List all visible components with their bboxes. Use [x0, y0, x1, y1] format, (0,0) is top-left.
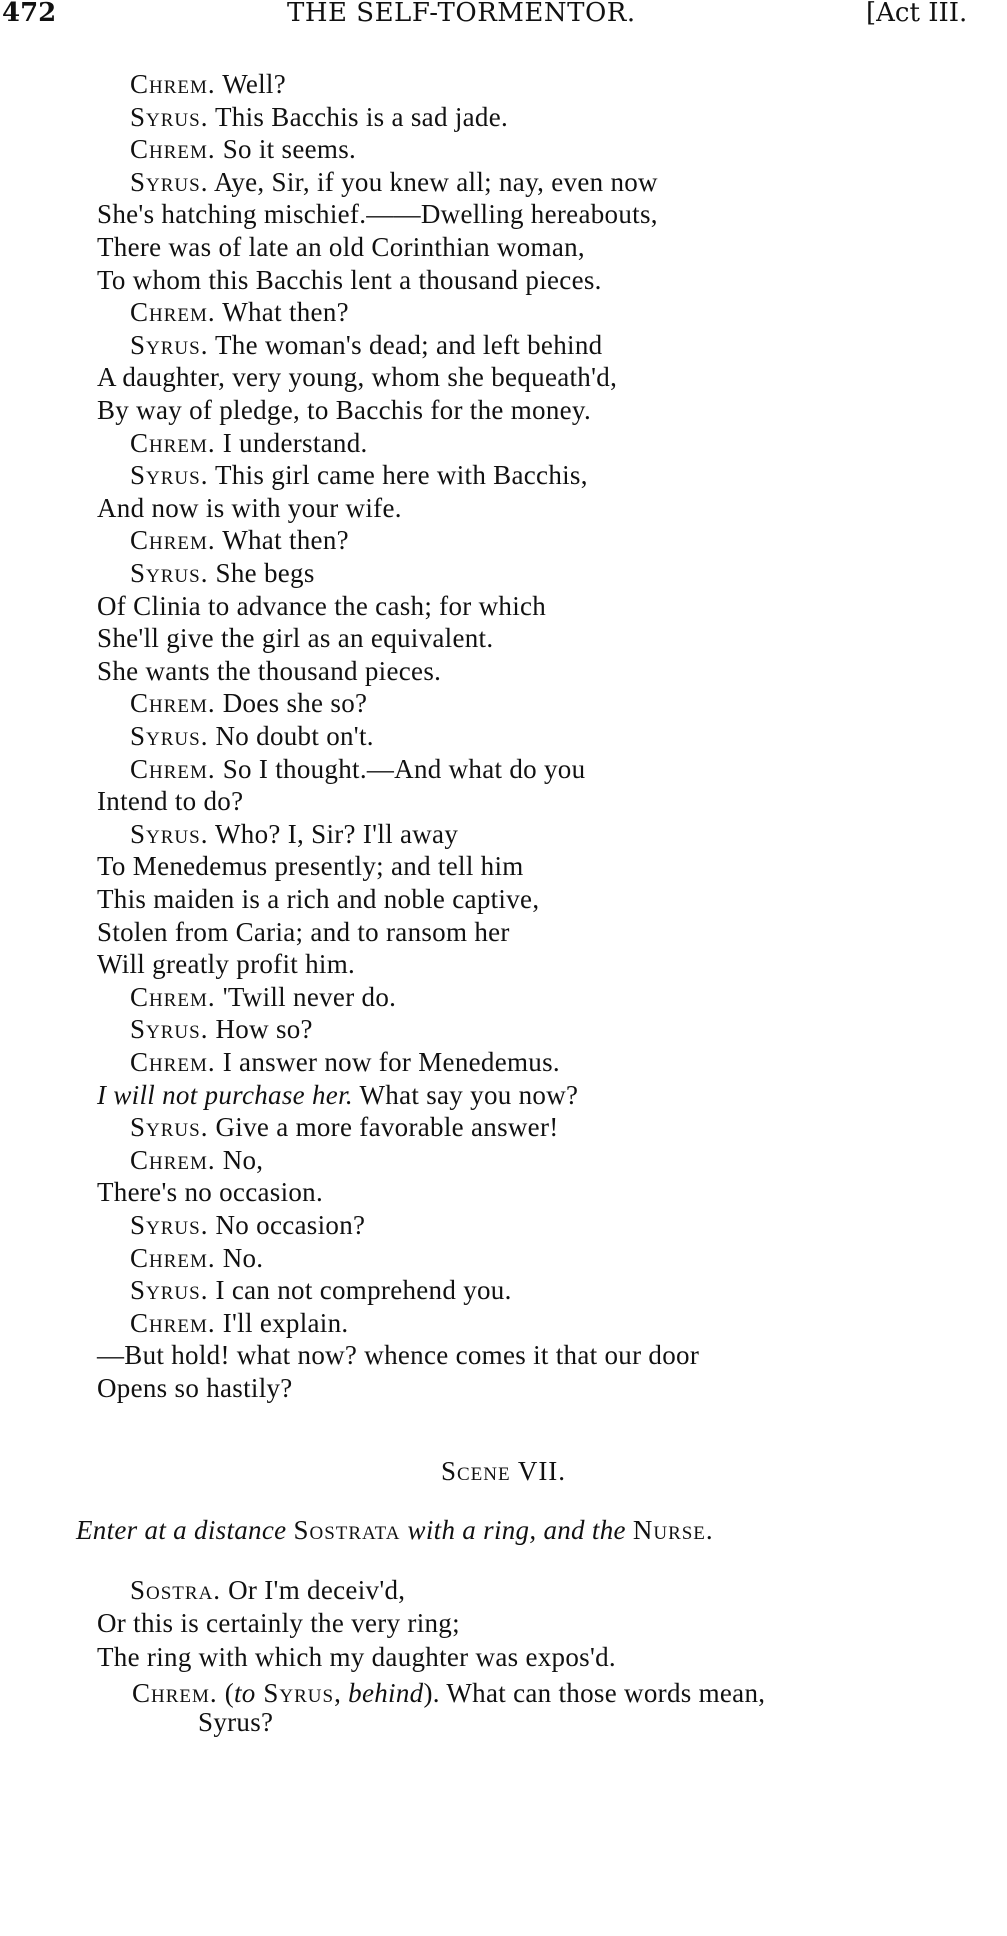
speaker-name: Chrem. [130, 427, 216, 458]
line-text: There was of late an old Corinthian woman, [97, 232, 585, 262]
line-text: I answer now for Menedemus. [215, 1047, 560, 1077]
dialogue-line [130, 524, 349, 556]
stage-direction-part: with a ring, and the [400, 1515, 633, 1545]
speaker-name: Syrus. [130, 460, 209, 491]
dialogue-line [130, 166, 658, 198]
line-text: So I thought.—And what do you [215, 753, 586, 784]
speaker-name: Syrus. [130, 1210, 209, 1240]
line-text: A daughter, very young, whom she bequeath'd, [97, 362, 618, 393]
line-text: What say you now? [352, 1079, 579, 1110]
line-text: —But hold! what now? whence comes it that our door [97, 1340, 700, 1371]
dialogue-line [97, 264, 602, 296]
line-text: Does she so? [215, 688, 368, 719]
line-text: No, [215, 1144, 264, 1175]
scene-title: Scene VII. [440, 1456, 567, 1486]
line-text: No. [215, 1242, 264, 1273]
speaker-name: Chrem. [130, 753, 216, 784]
character-name: Nurse. [632, 1515, 714, 1545]
line-text: I'll explain. [215, 1307, 349, 1338]
dialogue-line [97, 394, 591, 426]
dialogue-line [130, 818, 458, 850]
line-text: What then? [215, 297, 349, 328]
line-text: There's no occasion. [97, 1177, 324, 1208]
dialogue-line [97, 198, 658, 230]
speaker-name: Chrem. [130, 1047, 216, 1077]
dialogue-line [130, 1144, 263, 1176]
line-text: This girl came here with Bacchis, [208, 460, 588, 491]
line-text-italic: to [234, 1678, 256, 1708]
dialogue-line [97, 231, 585, 263]
dialogue-line [97, 622, 493, 654]
dialogue-line [132, 1677, 765, 1709]
dialogue-line [130, 1574, 405, 1606]
dialogue-line [130, 687, 367, 719]
stage-direction [76, 1514, 714, 1546]
dialogue-line [97, 1176, 323, 1208]
line-text: To Menedemus presently; and tell him [97, 851, 524, 882]
speaker-name: Syrus. [130, 818, 209, 849]
speaker-name: Chrem. [130, 134, 216, 165]
line-text: To whom this Bacchis lent a thousand pieces. [97, 264, 602, 295]
dialogue-line [130, 1209, 365, 1241]
dialogue-line [130, 1111, 559, 1143]
dialogue-line [130, 329, 602, 361]
speaker-name: Chrem. [130, 1144, 216, 1175]
line-text: This Bacchis is a sad jade. [208, 101, 509, 132]
speaker-name: Syrus. [130, 558, 209, 588]
line-text: I understand. [215, 427, 368, 458]
line-text: Will greatly profit him. [97, 949, 356, 980]
dialogue-line [97, 1339, 699, 1371]
dialogue-line [97, 655, 441, 687]
line-text: Or I'm deceiv'd, [221, 1575, 406, 1605]
line-text: Intend to do? [97, 786, 244, 817]
line-text: Give a more favorable answer! [208, 1112, 559, 1143]
dialogue-line [97, 361, 617, 393]
dialogue-line [97, 1372, 293, 1404]
dialogue-line [130, 427, 368, 459]
dialogue-line-continuation: Syrus? [198, 1707, 274, 1737]
line-text: She begs [208, 558, 315, 588]
running-title: THE SELF-TORMENTOR. [287, 0, 636, 28]
line-text: This maiden is a rich and noble captive, [97, 884, 540, 914]
dialogue-line [97, 1079, 578, 1111]
dialogue-line [130, 1307, 348, 1339]
dialogue-line [130, 1046, 560, 1078]
line-text: No doubt on't. [208, 721, 374, 751]
dialogue-line [97, 492, 402, 524]
line-text: How so? [208, 1014, 313, 1045]
line-text: Or this is certainly the very ring; [97, 1608, 460, 1639]
line-text: And now is with your wife. [97, 492, 402, 523]
dialogue-line [97, 883, 539, 915]
dialogue-line [97, 948, 355, 980]
speaker-name: Chrem. [130, 981, 216, 1012]
dialogue-line [97, 1607, 460, 1639]
dialogue-line [130, 133, 356, 165]
line-text: What then? [215, 525, 349, 556]
line-text: She wants the thousand pieces. [97, 655, 442, 686]
line-text: ). What can those words mean, [423, 1678, 766, 1708]
dialogue-line [97, 916, 510, 948]
line-text: I can not comprehend you. [208, 1275, 512, 1306]
speaker-name: Chrem. [130, 297, 216, 328]
character-name: Sostrata [293, 1515, 401, 1545]
dialogue-line [130, 981, 396, 1013]
line-text: Well? [215, 69, 287, 99]
dialogue-line [130, 753, 585, 785]
line-text: , [334, 1678, 349, 1708]
speaker-name: Syrus. [130, 1275, 209, 1306]
dialogue-line [97, 590, 546, 622]
speaker-name: Chrem. [130, 688, 216, 719]
line-text-italic: behind [348, 1678, 424, 1708]
dialogue-line [130, 1013, 313, 1045]
speaker-name: Chrem. [130, 525, 216, 556]
line-text: She'll give the girl as an equivalent. [97, 623, 494, 654]
line-text: ( [217, 1678, 234, 1708]
speaker-name: Syrus. [130, 166, 209, 197]
line-text: Of Clinia to advance the cash; for which [97, 590, 547, 621]
speaker-name: Chrem. [130, 1242, 216, 1273]
speaker-name: Syrus. [130, 101, 209, 132]
speaker-name: Sostra. [130, 1575, 222, 1605]
dialogue-line [130, 1242, 263, 1274]
running-header [0, 0, 1007, 34]
line-text: So it seems. [215, 134, 357, 165]
speaker-name: Chrem. [132, 1678, 218, 1708]
act-label: [Act III. [866, 0, 968, 28]
line-text: Aye, Sir, if you knew all; nay, even now [208, 166, 658, 197]
line-text: By way of pledge, to Bacchis for the money. [97, 395, 592, 425]
dialogue-line [130, 720, 374, 752]
line-text: 'Twill never do. [215, 981, 397, 1012]
dialogue-line [97, 785, 243, 817]
speaker-name: Syrus. [130, 1112, 209, 1143]
character-name: Syrus [255, 1678, 335, 1708]
line-text: She's hatching mischief.——Dwelling hereabouts, [97, 199, 658, 230]
speaker-name: Syrus. [130, 721, 209, 751]
line-text: The ring with which my daughter was expos'd. [97, 1641, 616, 1672]
stage-direction-part: Enter at a distance [76, 1515, 294, 1545]
line-text: No occasion? [208, 1210, 366, 1240]
dialogue-line [97, 850, 524, 882]
dialogue-line [130, 557, 315, 589]
speaker-name: Syrus. [130, 1014, 209, 1045]
dialogue-line [97, 1641, 616, 1673]
line-text: The woman's dead; and left behind [208, 329, 603, 360]
speaker-name: Chrem. [130, 69, 216, 99]
line-text: Stolen from Caria; and to ransom her [97, 916, 510, 947]
dialogue-line [130, 68, 286, 100]
line-text-italic: I will not purchase her. [97, 1079, 353, 1110]
speaker-name: Chrem. [130, 1307, 216, 1338]
speaker-name: Syrus. [130, 329, 209, 360]
line-text: Opens so hastily? [97, 1373, 293, 1403]
dialogue-line [130, 101, 508, 133]
page-number: 472 [2, 0, 57, 28]
dialogue-line [130, 296, 349, 328]
line-text: Who? I, Sir? I'll away [208, 818, 459, 849]
dialogue-line [130, 1274, 512, 1306]
dialogue-line [130, 459, 588, 491]
